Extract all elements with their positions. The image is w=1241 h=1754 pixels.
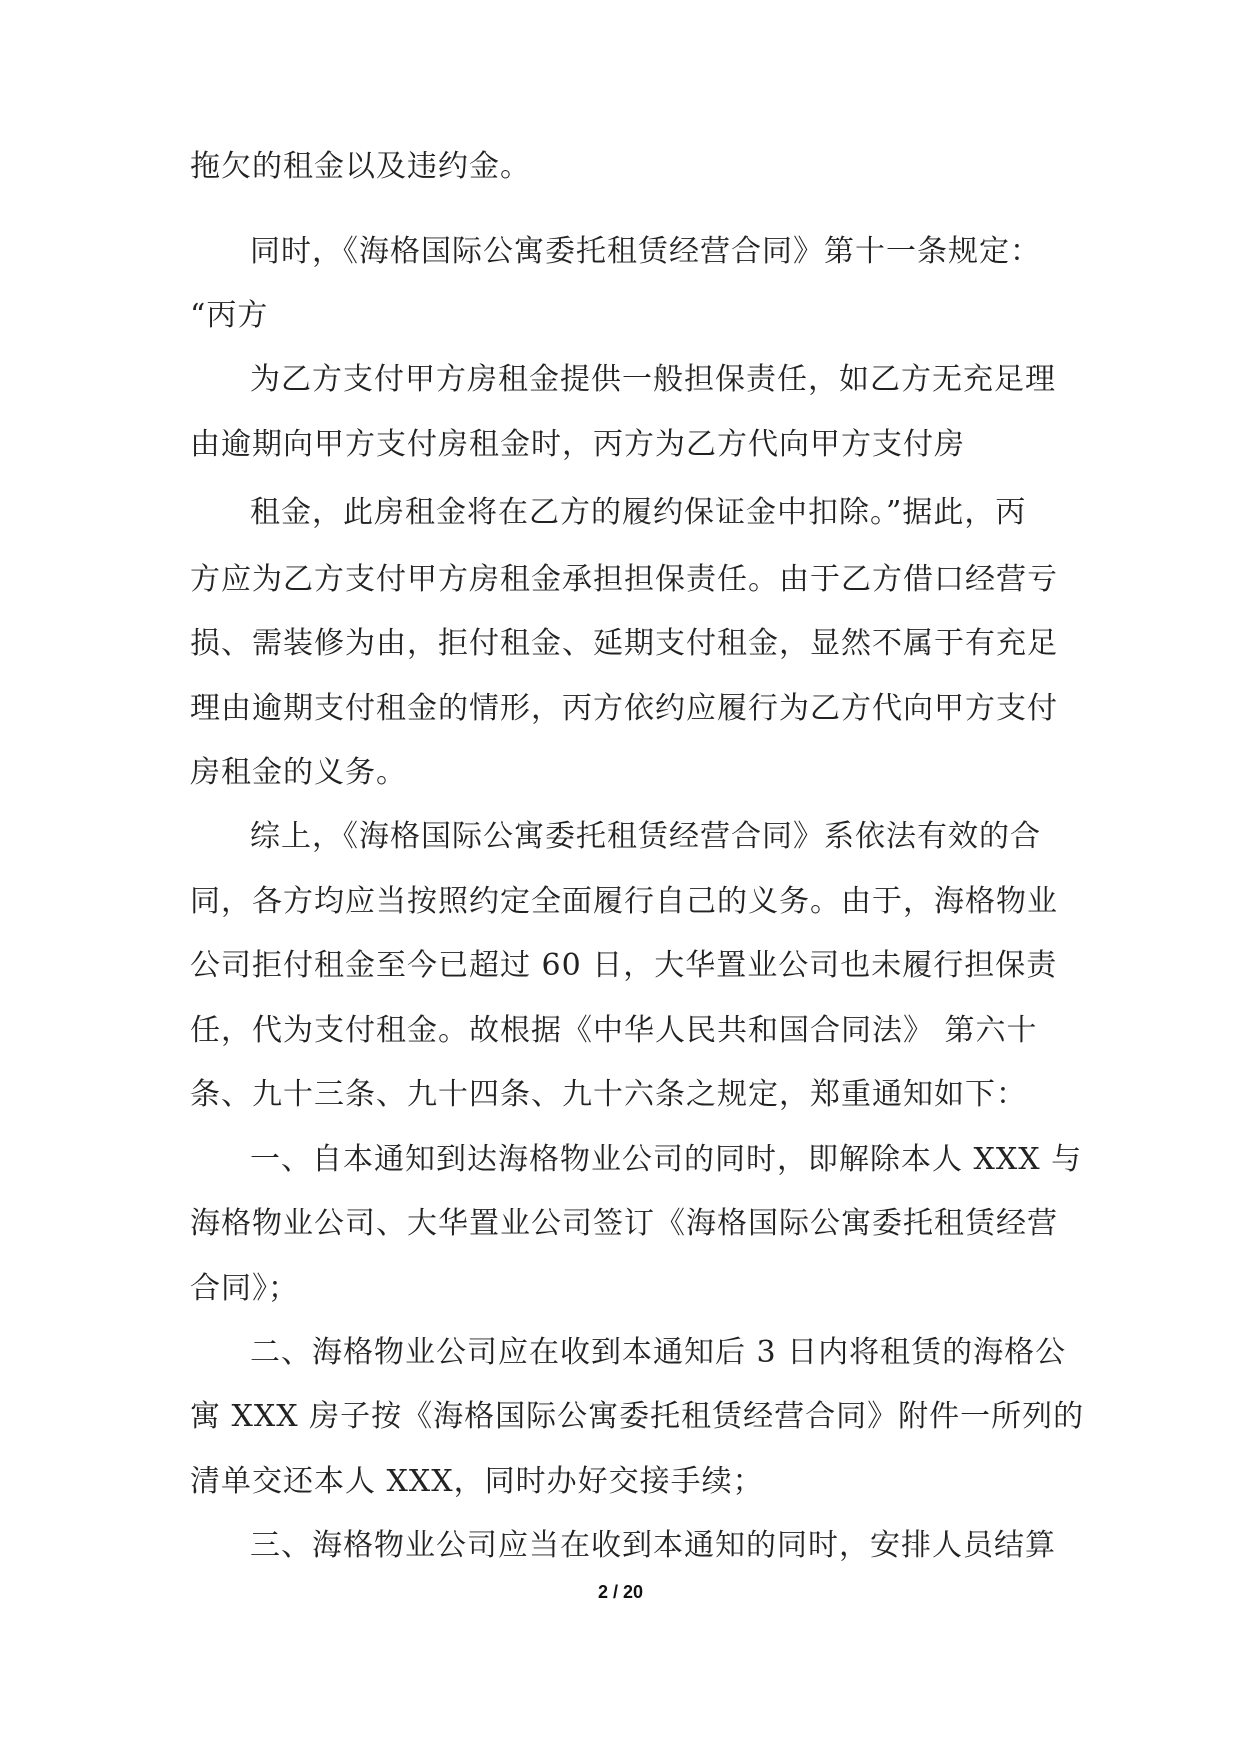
text-line: 一、自本通知到达海格物业公司的同时，即解除本人 XXX 与 [250,1142,1083,1177]
text-line: “丙方 [190,298,269,333]
text-line: 任，代为支付租金。故根据《中华人民共和国合同法》 第六十 [190,1013,1038,1048]
text-line: 房租金的义务。 [190,755,407,790]
text-line: 租金，此房租金将在乙方的履约保证金中扣除。”据此，丙 [250,495,1027,530]
page-number: 2 / 20 [597,1582,644,1602]
text-line: 合同》； [190,1271,299,1306]
text-line: 二、海格物业公司应在收到本通知后 3 日内将租赁的海格公 [250,1335,1067,1370]
text-line: 拖欠的租金以及违约金。 [190,149,531,184]
text-line: 公司拒付租金至今已超过 60 日，大华置业公司也未履行担保责 [190,948,1058,983]
text-line: 海格物业公司、大华置业公司签订《海格国际公寓委托租赁经营 [190,1206,1058,1241]
text-line: 三、海格物业公司应当在收到本通知的同时，安排人员结算 [250,1528,1056,1563]
text-line: 方应为乙方支付甲方房租金承担担保责任。由于乙方借口经营亏 [190,562,1058,597]
text-line: 由逾期向甲方支付房租金时，丙方为乙方代向甲方支付房 [190,427,965,462]
text-line: 理由逾期支付租金的情形，丙方依约应履行为乙方代向甲方支付 [190,691,1058,726]
text-line: 清单交还本人 XXX，同时办好交接手续； [190,1464,764,1499]
text-line: 同时，《海格国际公寓委托租赁经营合同》第十一条规定： [250,234,1041,269]
text-line: 为乙方支付甲方房租金提供一般担保责任，如乙方无充足理 [250,362,1056,397]
text-line: 同，各方均应当按照约定全面履行自己的义务。由于，海格物业 [190,884,1058,919]
text-line: 条、九十三条、九十四条、九十六条之规定，郑重通知如下： [190,1077,1027,1112]
text-line: 损、需装修为由，拒付租金、延期支付租金，显然不属于有充足 [190,626,1058,661]
text-line: 综上，《海格国际公寓委托租赁经营合同》系依法有效的合 [250,819,1041,854]
text-line: 寓 XXX 房子按《海格国际公寓委托租赁经营合同》附件一所列的 [190,1399,1085,1434]
